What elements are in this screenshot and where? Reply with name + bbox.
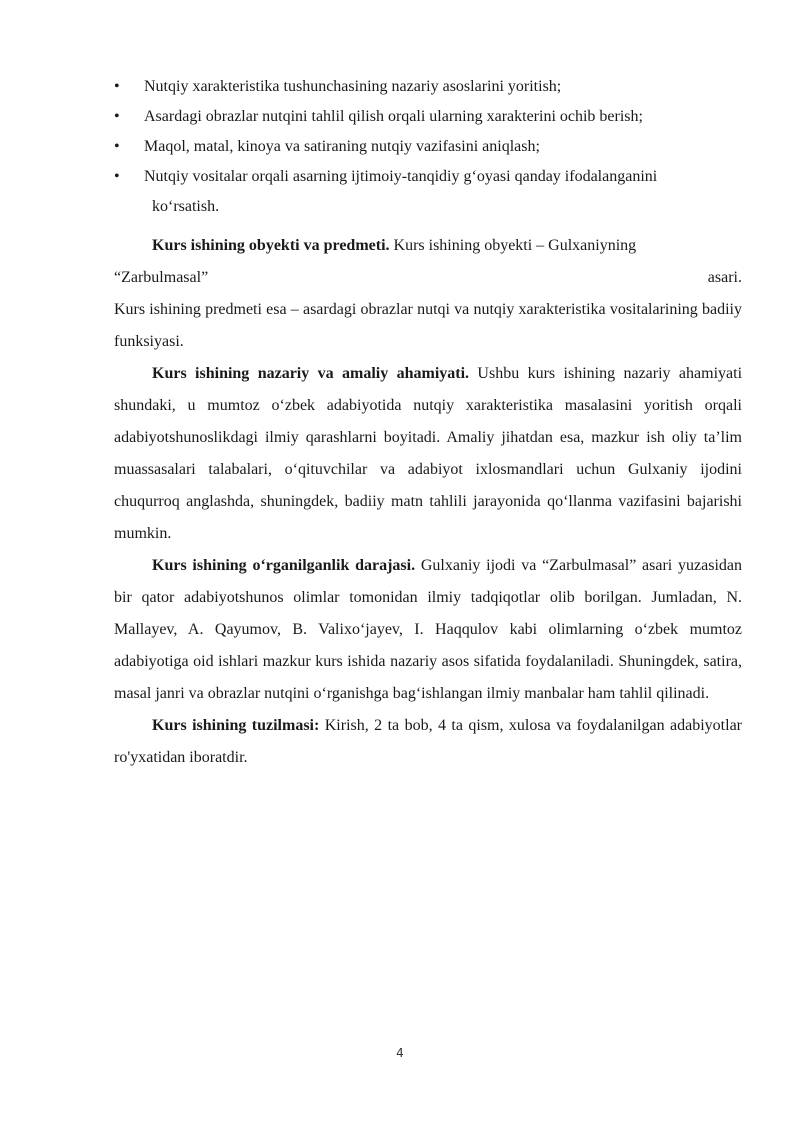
- object-row-left: “Zarbulmasal”: [114, 269, 209, 286]
- page-number: 4: [396, 1046, 404, 1060]
- structure-paragraph: [114, 710, 742, 774]
- list-item: [114, 72, 742, 102]
- study-level-paragraph: [114, 550, 742, 710]
- object-row: [114, 262, 742, 294]
- significance-heading: Kurs ishining nazariy va amaliy ahamiyati.: [152, 365, 470, 382]
- significance-text: Ushbu kurs ishining nazariy ahamiyati shundaki, u mumtoz o‘zbek adabiyotida nutqiy xarakteristika masalasini yoritish orqali adabiyotshunoslikdagi ilmiy qarashlarni boyitadi. Amaliy jihatdan esa, mazkur ish oliy ta’lim muassasalari talabalari, o‘qituvchilar va adabiyot ixlosmandlari uchun Gulxaniy ijodini chuqurroq anglashda, shuningdek, badiiy matn tahlili jarayonida qo‘llanma vazifasini bajarishi mumkin.: [114, 365, 743, 542]
- list-item: [114, 102, 742, 132]
- object-section: [114, 230, 742, 358]
- object-paragraph-line: [114, 230, 742, 262]
- list-item-text: Nutqiy vositalar orqali asarning ijtimoiy-tanqidiy g‘oyasi qanday ifodalanganini: [144, 168, 658, 185]
- bullet-icon: •: [114, 168, 120, 185]
- list-item: [114, 162, 742, 222]
- list-item: [114, 132, 742, 162]
- bullet-icon: •: [114, 138, 120, 155]
- object-rest: Kurs ishining predmeti esa – asardagi obrazlar nutqi va nutqiy xarakteristika vositalarining badiiy funksiyasi.: [114, 301, 742, 350]
- document-page: [114, 72, 742, 774]
- objectives-list: [114, 72, 742, 222]
- bullet-icon: •: [114, 78, 120, 95]
- object-row-right: asari.: [707, 269, 742, 286]
- structure-heading: Kurs ishining tuzilmasi:: [152, 717, 320, 734]
- list-item-continuation: ko‘rsatish.: [152, 198, 220, 215]
- object-heading: Kurs ishining obyekti va predmeti.: [152, 237, 390, 254]
- bullet-icon: •: [114, 108, 120, 125]
- significance-paragraph: [114, 358, 742, 550]
- list-item-text: Maqol, matal, kinoya va satiraning nutqiy vazifasini aniqlash;: [144, 138, 540, 155]
- study-level-text: Gulxaniy ijodi va “Zarbulmasal” asari yuzasidan bir qator adabiyotshunos olimlar tomonidan ilmiy tadqiqotlar olib borilgan. Jumladan, N. Mallayev, A. Qayumov, B. Valixo‘jayev, I. Haqqulov kabi olimlarning o‘zbek mumtoz adabiyotiga oid ishlari mazkur kurs ishida nazariy asos sifatida foydalaniladi. Shuningdek, satira, masal janri va obrazlar nutqini o‘rganishga bag‘ishlangan ilmiy manbalar ham tahlil qilinadi.: [114, 557, 742, 702]
- list-item-text: Nutqiy xarakteristika tushunchasining nazariy asoslarini yoritish;: [144, 78, 562, 95]
- object-line1: Kurs ishining obyekti – Gulxaniyning: [389, 237, 637, 254]
- structure-text: Kirish, 2 ta bob, 4 ta qism, xulosa va foydalanilgan adabiyotlar ro'yxatidan iboratdir.: [114, 717, 742, 766]
- list-item-text: Asardagi obrazlar nutqini tahlil qilish orqali ularning xarakterini ochib berish;: [144, 108, 643, 125]
- study-level-heading: Kurs ishining o‘rganilganlik darajasi.: [152, 557, 416, 574]
